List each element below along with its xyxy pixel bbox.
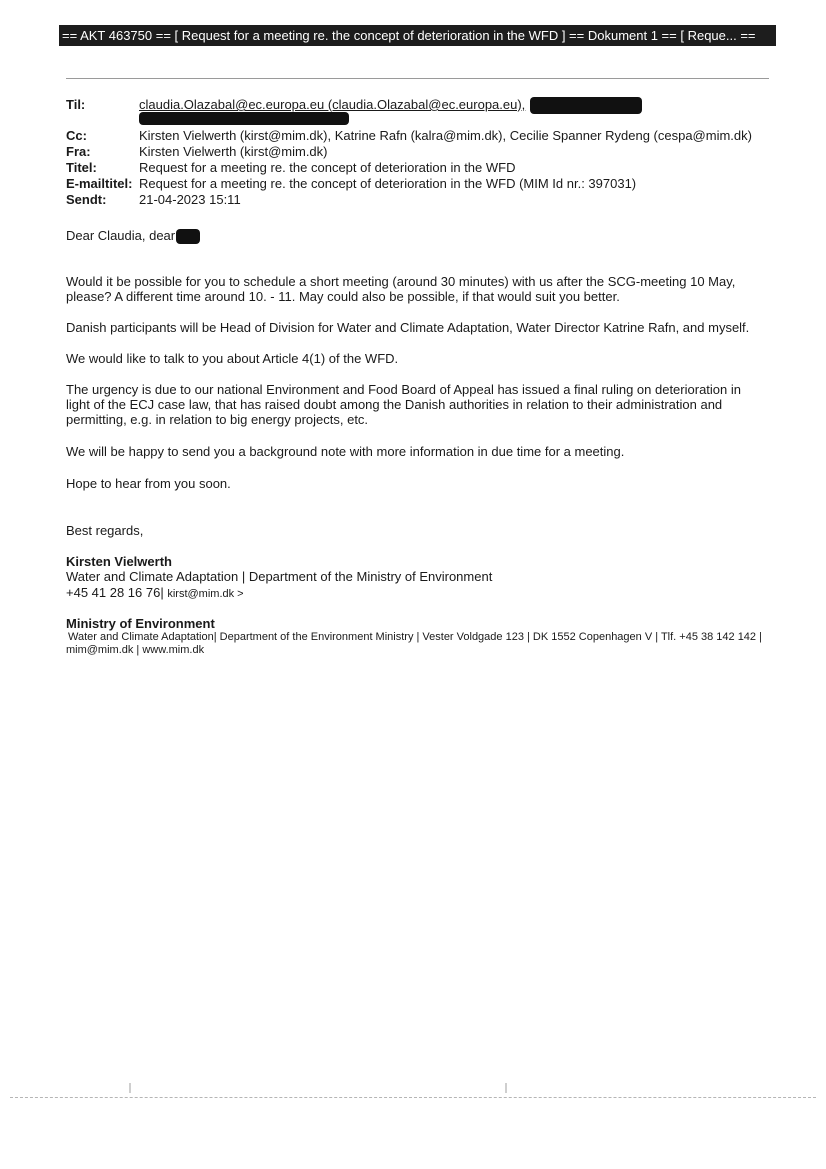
cc-row: [66, 128, 752, 143]
subject-value: Request for a meeting re. the concept of deterioration in the WFD (MIM Id nr.: 397031): [139, 176, 637, 191]
signature-org: Ministry of Environment: [66, 616, 215, 631]
cc-label: Cc:: [66, 128, 87, 143]
paragraph-background-note: We will be happy to send you a background note with more information in due time for a meeting.: [66, 444, 625, 459]
closing: Best regards,: [66, 523, 144, 538]
cc-value: Kirsten Vielwerth (kirst@mim.dk), Katrine Rafn (kalra@mim.dk), Cecilie Spanner Rydeng (cespa@mim.dk): [139, 128, 752, 143]
redaction-box: [530, 97, 642, 114]
header-divider: [66, 78, 769, 79]
signature-phone: +45 41 28 16 76|: [66, 585, 164, 600]
signature-address: Water and Climate Adaptation| Department of the Environment Ministry | Vester Voldgade 123 | DK 1552 Copenhagen V | Tlf. +45 38 142 142 |: [68, 631, 762, 643]
paragraph-hope: Hope to hear from you soon.: [66, 476, 231, 491]
signature-email: kirst@mim.dk >: [167, 588, 244, 600]
paragraph-participants: Danish participants will be Head of Division for Water and Climate Adaptation, Water Director Katrine Rafn, and myself.: [66, 320, 750, 335]
paragraph-urgency: The urgency is due to our national Environment and Food Board of Appeal has issued a final ruling on deterioration in light of the ECJ case law, that has raised doubt among the Danish authorities in relation to their administration and permitting, e.g. in relation to big energy projects, etc.: [66, 382, 741, 427]
title-label: Titel:: [66, 160, 97, 175]
sent-value: 21-04-2023 15:11: [139, 192, 241, 207]
redaction-box: [139, 112, 349, 125]
greeting-text: Dear Claudia, dear: [66, 228, 176, 243]
title-row: [66, 160, 515, 175]
scan-mark: [505, 1083, 507, 1093]
signature-contact: [66, 585, 766, 602]
subject-row: [66, 176, 636, 191]
footer-divider: [10, 1097, 816, 1098]
greeting: [66, 228, 766, 244]
sent-label: Sendt:: [66, 192, 107, 207]
subject-label: E-mailtitel:: [66, 176, 133, 191]
scan-mark: [129, 1083, 131, 1093]
to-label: Til:: [66, 97, 86, 112]
signature-dept: Water and Climate Adaptation | Department of the Ministry of Environment: [66, 569, 493, 584]
from-label: Fra:: [66, 144, 91, 159]
document-banner: == AKT 463750 == [ Request for a meeting re. the concept of deterioration in the WFD ] == Dokument 1 == [ Reque... ==: [59, 25, 776, 46]
from-row: [66, 144, 328, 159]
title-value: Request for a meeting re. the concept of deterioration in the WFD: [139, 160, 516, 175]
paragraph-topic: We would like to talk to you about Article 4(1) of the WFD.: [66, 351, 399, 366]
redaction-box: [176, 229, 200, 244]
sent-row: [66, 192, 241, 207]
paragraph-meeting-request: Would it be possible for you to schedule a short meeting (around 30 minutes) with us after the SCG-meeting 10 May, please? A different time around 10. - 11. May could also be possible, if that would suit you better.: [66, 274, 736, 304]
signature-web: mim@mim.dk | www.mim.dk: [66, 644, 205, 656]
from-value: Kirsten Vielwerth (kirst@mim.dk): [139, 144, 328, 159]
signature-name: Kirsten Vielwerth: [66, 554, 172, 569]
to-value: claudia.Olazabal@ec.europa.eu (claudia.Olazabal@ec.europa.eu),: [139, 97, 526, 112]
